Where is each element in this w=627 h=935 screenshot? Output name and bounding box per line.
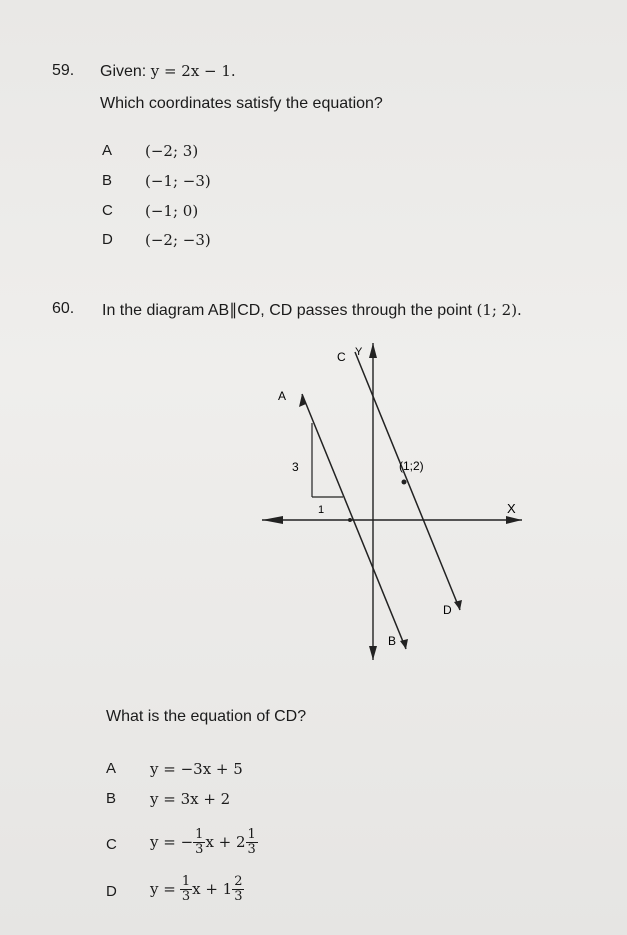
q59-option-a-text[interactable]: (−2; 3) xyxy=(145,142,199,160)
option-d-fraction-2 xyxy=(232,875,244,904)
line-ab-arrow-b xyxy=(400,639,408,649)
option-d-f1-num: 1 xyxy=(181,873,191,889)
q59-option-a-letter[interactable]: A xyxy=(102,142,113,159)
statement-point: (1; 2). xyxy=(476,301,522,319)
label-point: (1;2) xyxy=(399,459,424,473)
statement-text: In the diagram AB∥CD, CD passes through the point xyxy=(102,302,472,319)
option-c-mid: x + 2 xyxy=(205,833,246,851)
q60-option-a-letter[interactable]: A xyxy=(106,760,117,777)
option-c-fraction-1 xyxy=(193,828,205,857)
q60-option-d-text[interactable] xyxy=(150,869,244,909)
option-d-f2-num: 2 xyxy=(234,873,243,889)
option-c-fraction-2 xyxy=(246,828,258,857)
q60-option-d-letter[interactable]: D xyxy=(106,883,117,900)
label-a: A xyxy=(278,389,287,403)
q59-option-d-letter[interactable]: D xyxy=(102,231,113,248)
label-1: 1 xyxy=(318,504,325,516)
option-d-f1-den: 3 xyxy=(181,888,191,904)
q59-option-d-text[interactable]: (−2; −3) xyxy=(145,231,211,249)
label-c: C xyxy=(337,350,346,364)
given-prefix: Given: xyxy=(100,63,147,80)
x-axis-left-arrow xyxy=(262,516,283,524)
question-59-number: 59. xyxy=(52,62,75,79)
line-ab xyxy=(302,394,406,649)
q60-option-c-text[interactable] xyxy=(150,822,258,862)
line-cd xyxy=(355,352,460,610)
q60-option-a-text[interactable]: y = −3x + 5 xyxy=(150,760,243,778)
option-c-f2-den: 3 xyxy=(247,841,256,857)
line-cd-arrow-d xyxy=(454,600,462,610)
y-axis-bottom-arrow xyxy=(369,646,377,660)
label-3: 3 xyxy=(292,460,299,474)
question-59-text: Which coordinates satisfy the equation? xyxy=(100,95,383,112)
q59-option-c-letter[interactable]: C xyxy=(102,202,113,219)
y-axis-top-arrow xyxy=(369,343,377,358)
question-60-number: 60. xyxy=(52,300,75,317)
option-c-f2-num: 1 xyxy=(247,826,256,842)
question-60-text: What is the equation of CD? xyxy=(106,708,307,725)
q59-option-b-text[interactable]: (−1; −3) xyxy=(145,172,211,190)
option-d-fraction-1 xyxy=(180,875,192,904)
q60-option-b-letter[interactable]: B xyxy=(106,790,117,807)
intercept-marker xyxy=(348,518,352,522)
label-y: Y xyxy=(355,346,363,358)
option-d-prefix: y = xyxy=(150,880,176,898)
point-marker xyxy=(402,480,407,485)
q59-option-c-text[interactable]: (−1; 0) xyxy=(145,202,199,220)
option-c-prefix: y = − xyxy=(150,833,194,851)
label-b: B xyxy=(388,634,397,648)
option-c-f1-den: 3 xyxy=(195,841,204,857)
option-c-f1-num: 1 xyxy=(195,826,204,842)
given-equation: y = 2x − 1. xyxy=(150,62,236,80)
label-x: X xyxy=(507,501,516,516)
q60-option-b-text[interactable]: y = 3x + 2 xyxy=(150,790,231,808)
q60-option-c-letter[interactable]: C xyxy=(106,836,117,853)
option-d-mid: x + 1 xyxy=(192,880,233,898)
x-axis-right-arrow xyxy=(506,516,522,524)
option-d-f2-den: 3 xyxy=(234,888,243,904)
label-d: D xyxy=(443,603,452,617)
q59-option-b-letter[interactable]: B xyxy=(102,172,113,189)
